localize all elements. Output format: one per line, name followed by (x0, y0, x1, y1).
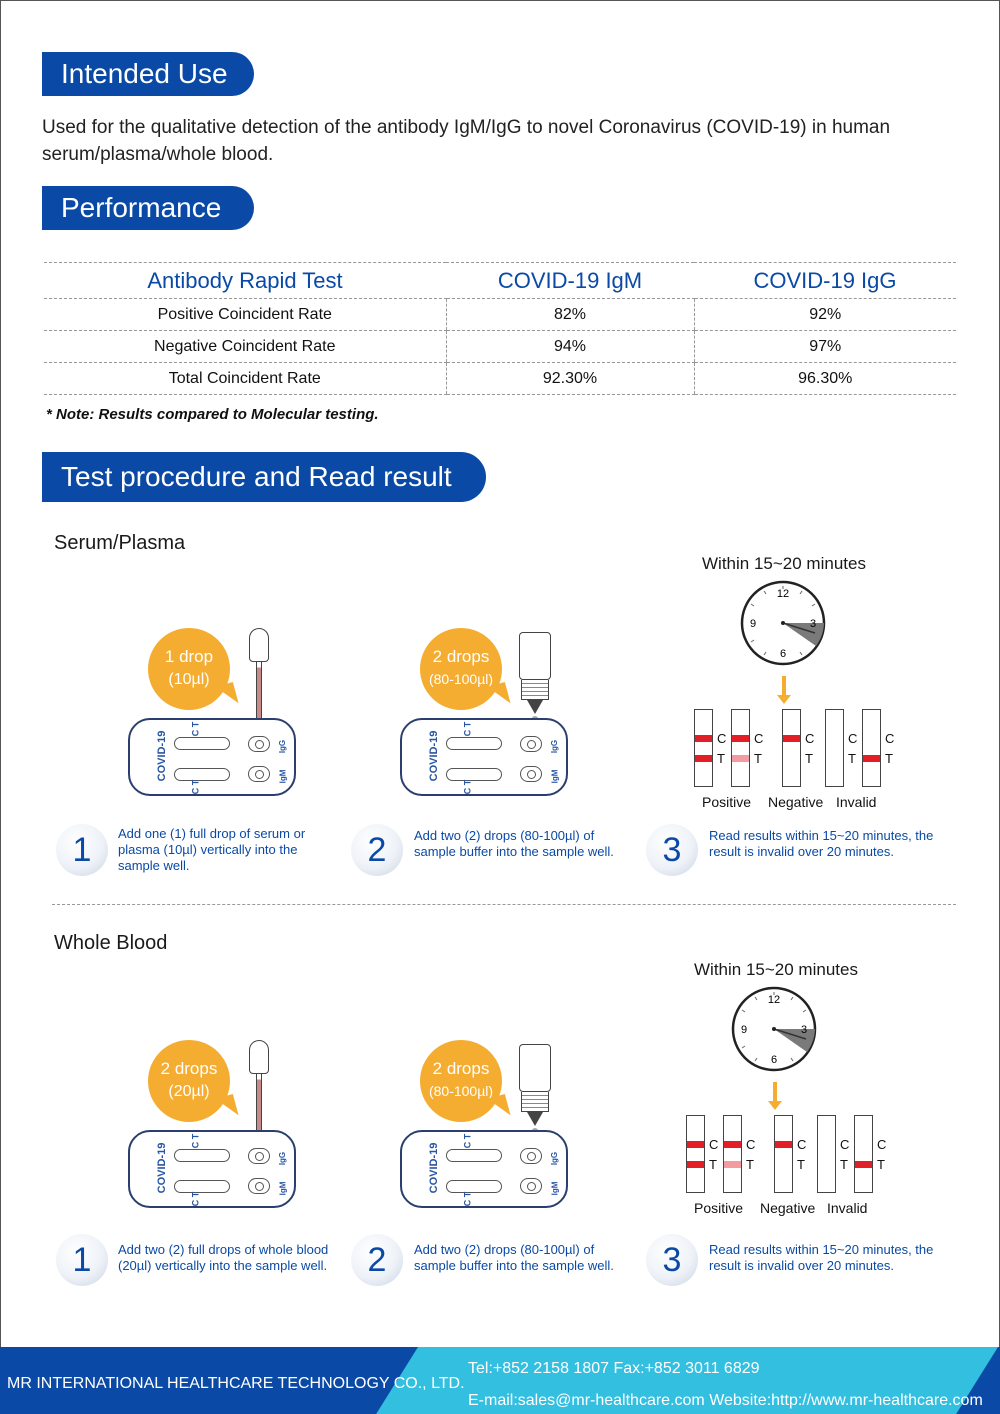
cassette-igg-label: IgG (550, 1151, 560, 1166)
strip-negative (782, 709, 801, 787)
result-strips (694, 709, 894, 789)
clock-number-9: 9 (740, 1024, 748, 1036)
table-cell: 82% (446, 299, 694, 331)
strip-positive-2 (731, 709, 750, 787)
step-number-1: 1 (56, 1234, 108, 1286)
test-cassette (128, 718, 296, 796)
cassette-ct-label: C T (462, 779, 473, 795)
step-1-text: Add one (1) full drop of serum or plasma (10µl) vertically into the sample well. (118, 826, 306, 873)
cassette-igg-label: IgG (278, 1151, 288, 1166)
strip-c-label: C (754, 731, 764, 746)
cassette-ct-label: C T (462, 1191, 473, 1207)
intended-use-text: Used for the qualitative detection of the antibody IgM/IgG to novel Coronavirus (COVID-19) in human serum/plasma/whole blood. (42, 117, 891, 165)
step-number-2: 2 (351, 824, 403, 876)
bubble-drops-text: 2 drops (432, 1059, 490, 1078)
down-arrow-icon (782, 676, 786, 696)
footer-email-website[interactable]: E-mail:sales@mr-healthcare.com Website:http://www.mr-healthcare.com (468, 1392, 983, 1409)
step-number-3: 3 (646, 1234, 698, 1286)
step-1-text: Add two (2) full drops of whole blood (20µl) vertically into the sample well. (118, 1242, 329, 1273)
table-cell: Positive Coincident Rate (44, 299, 446, 331)
cassette-ct-label: C T (190, 721, 201, 737)
result-positive-label: Positive (702, 794, 752, 810)
result-negative-label: Negative (768, 794, 824, 810)
whole-blood-title: Whole Blood (54, 932, 168, 954)
cassette-igm-label: IgM (550, 1181, 560, 1196)
bubble-volume-text: (20µl) (168, 1083, 210, 1100)
strip-t-label: T (746, 1157, 754, 1172)
pipette-icon (249, 628, 269, 720)
step-number-2: 2 (351, 1234, 403, 1286)
strip-invalid-2 (854, 1115, 873, 1193)
cassette-ct-label: C T (190, 1133, 201, 1149)
table-row (44, 363, 956, 395)
table-header-igg: COVID-19 IgG (694, 263, 956, 299)
drop-bubble-1 (148, 1040, 230, 1122)
bubble-drops-text: 2 drops (160, 1059, 218, 1078)
strip-t-label: T (797, 1157, 805, 1172)
table-cell: 92.30% (446, 363, 694, 395)
table-cell: Negative Coincident Rate (44, 331, 446, 363)
strip-t-label: T (709, 1157, 717, 1172)
table-header-row (44, 263, 956, 299)
strip-t-label: T (848, 751, 856, 766)
procedure-heading: Test procedure and Read result (42, 452, 486, 502)
cassette-ct-label: C T (190, 1191, 201, 1207)
cassette-igg-label: IgG (550, 739, 560, 754)
result-strips (686, 1115, 886, 1195)
clock-number-3: 3 (800, 1024, 808, 1036)
section-divider (52, 904, 956, 905)
test-cassette (400, 718, 568, 796)
test-cassette (400, 1130, 568, 1208)
strip-c-label: C (797, 1137, 807, 1152)
strip-c-label: C (848, 731, 858, 746)
strip-negative (774, 1115, 793, 1193)
table-cell: 92% (694, 299, 956, 331)
cassette-brand: COVID-19 (428, 730, 440, 782)
clock-number-6: 6 (779, 648, 787, 660)
table-note: * Note: Results compared to Molecular testing. (46, 406, 379, 423)
step-2-text: Add two (2) drops (80-100µl) of sample buffer into the sample well. (414, 828, 614, 859)
clock-number-6: 6 (770, 1054, 778, 1066)
clock-number-9: 9 (749, 618, 757, 630)
step-3-text: Read results within 15~20 minutes, the result is invalid over 20 minutes. (709, 828, 934, 859)
footer-phone-fax: Tel:+852 2158 1807 Fax:+852 3011 6829 (468, 1360, 760, 1377)
cassette-ct-label: C T (462, 721, 473, 737)
strip-t-label: T (877, 1157, 885, 1172)
result-positive-label: Positive (694, 1200, 744, 1216)
bubble-volume-text: (80-100µl) (428, 671, 494, 687)
strip-c-label: C (885, 731, 895, 746)
clock-icon (740, 580, 826, 666)
strip-positive-1 (686, 1115, 705, 1193)
table-cell: Total Coincident Rate (44, 363, 446, 395)
strip-c-label: C (840, 1137, 850, 1152)
cassette-brand: COVID-19 (156, 730, 168, 782)
bubble-volume-text: (80-100µl) (428, 1083, 494, 1099)
strip-t-label: T (805, 751, 813, 766)
strip-c-label: C (717, 731, 727, 746)
strip-t-label: T (754, 751, 762, 766)
clock-number-3: 3 (809, 618, 817, 630)
strip-c-label: C (805, 731, 815, 746)
down-arrow-icon (773, 1082, 777, 1102)
strip-positive-2 (723, 1115, 742, 1193)
performance-table (44, 262, 956, 395)
cassette-brand: COVID-19 (428, 1142, 440, 1194)
footer-company: MR INTERNATIONAL HEALTHCARE TECHNOLOGY CO., LTD. (7, 1375, 465, 1392)
cassette-igg-label: IgG (278, 739, 288, 754)
buffer-bottle-icon (519, 632, 551, 726)
step-3-text: Read results within 15~20 minutes, the result is invalid over 20 minutes. (709, 1242, 934, 1273)
test-cassette (128, 1130, 296, 1208)
cassette-brand: COVID-19 (156, 1142, 168, 1194)
strip-c-label: C (877, 1137, 887, 1152)
table-row (44, 331, 956, 363)
strip-t-label: T (885, 751, 893, 766)
performance-heading: Performance (42, 186, 254, 230)
blood-within-label: Within 15~20 minutes (694, 960, 858, 979)
cassette-igm-label: IgM (278, 769, 288, 784)
pipette-icon (249, 1040, 269, 1132)
table-cell: 96.30% (694, 363, 956, 395)
cassette-ct-label: C T (462, 1133, 473, 1149)
buffer-bottle-icon (519, 1044, 551, 1138)
strip-t-label: T (717, 751, 725, 766)
footer (0, 1347, 1000, 1414)
table-cell: 94% (446, 331, 694, 363)
strip-invalid-2 (862, 709, 881, 787)
strip-c-label: C (746, 1137, 756, 1152)
table-header-igm: COVID-19 IgM (446, 263, 694, 299)
bubble-drops-text: 1 drop (164, 647, 214, 666)
bubble-drops-text: 2 drops (432, 647, 490, 666)
drop-bubble-2 (420, 1040, 502, 1122)
clock-icon (731, 986, 817, 1072)
strip-c-label: C (709, 1137, 719, 1152)
step-2-text: Add two (2) drops (80-100µl) of sample buffer into the sample well. (414, 1242, 614, 1273)
step-number-3: 3 (646, 824, 698, 876)
clock-number-12: 12 (776, 588, 790, 600)
table-row (44, 299, 956, 331)
result-negative-label: Negative (760, 1200, 816, 1216)
strip-positive-1 (694, 709, 713, 787)
clock-number-12: 12 (767, 994, 781, 1006)
drop-bubble-1 (148, 628, 230, 710)
result-invalid-label: Invalid (827, 1200, 868, 1216)
cassette-igm-label: IgM (278, 1181, 288, 1196)
table-cell: 97% (694, 331, 956, 363)
strip-t-label: T (840, 1157, 848, 1172)
drop-bubble-2 (420, 628, 502, 710)
serum-within-label: Within 15~20 minutes (702, 554, 866, 573)
bubble-volume-text: (10µl) (168, 671, 210, 688)
strip-invalid-1 (825, 709, 844, 787)
serum-plasma-title: Serum/Plasma (54, 532, 186, 554)
table-header-test: Antibody Rapid Test (44, 263, 446, 299)
step-number-1: 1 (56, 824, 108, 876)
cassette-igm-label: IgM (550, 769, 560, 784)
intended-use-heading: Intended Use (42, 52, 254, 96)
strip-invalid-1 (817, 1115, 836, 1193)
result-invalid-label: Invalid (836, 794, 877, 810)
cassette-ct-label: C T (190, 779, 201, 795)
